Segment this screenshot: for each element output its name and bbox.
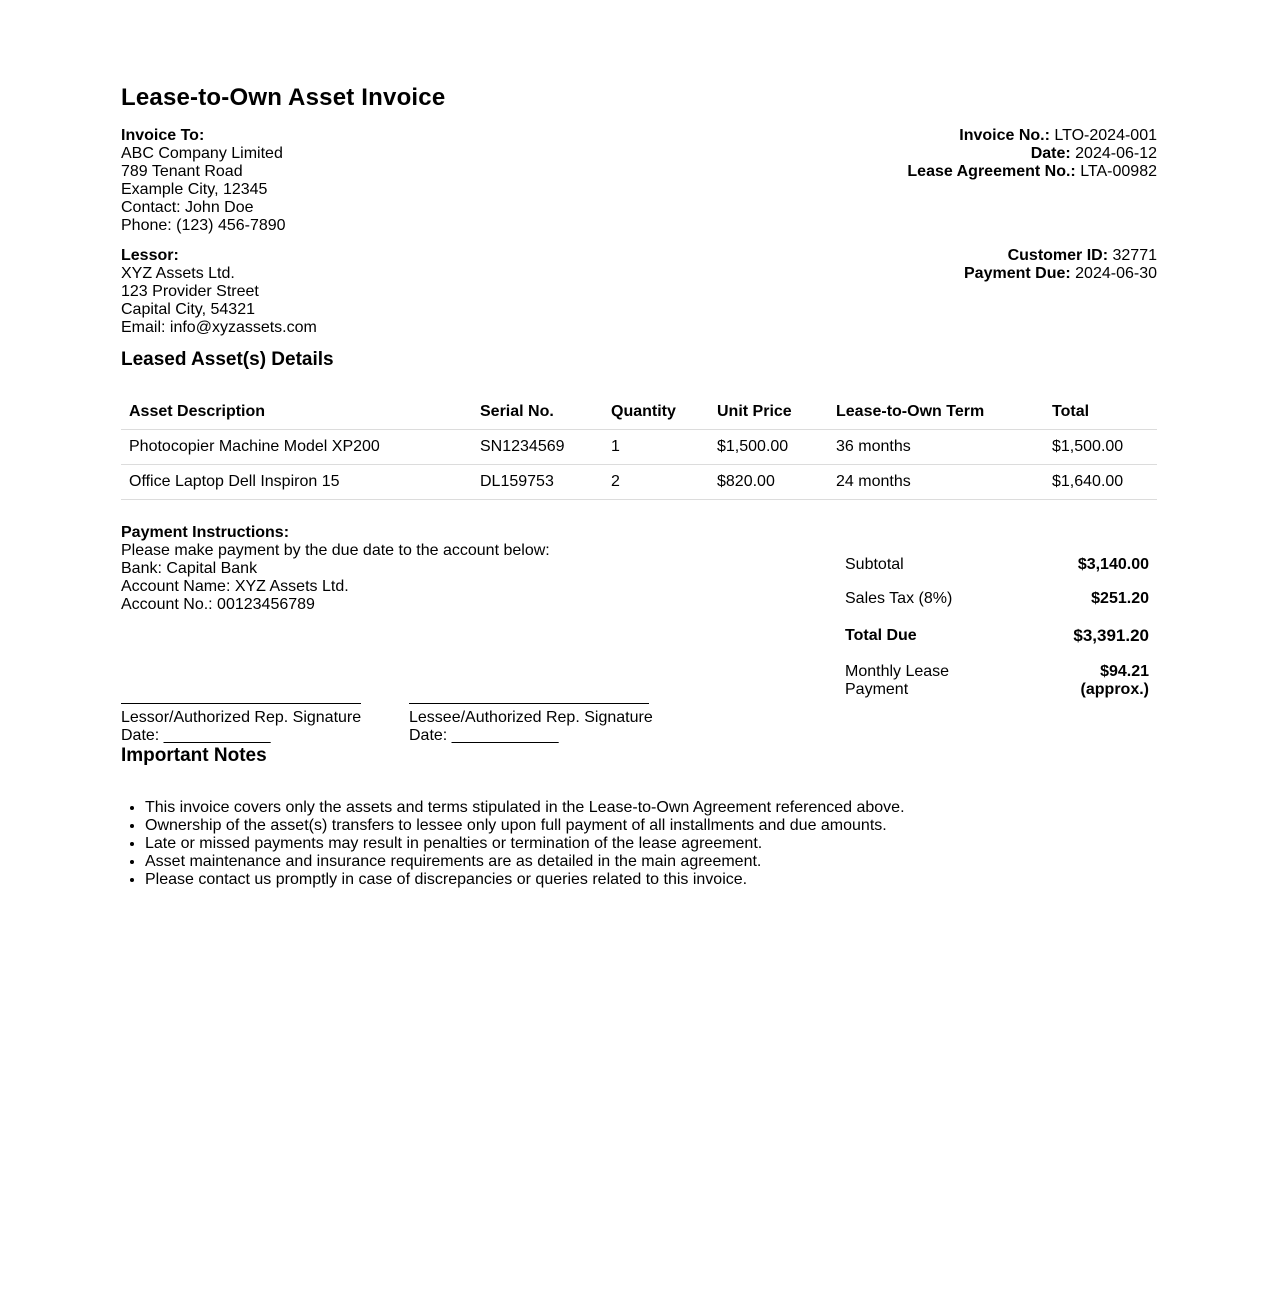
col-header: Lease-to-Own Term [836,402,985,420]
subtotal-value: $3,140.00 [1077,556,1149,573]
list-item: • Asset maintenance and insurance requirements are as detailed in the main agreement. [145,853,905,871]
tax-row [845,590,1149,608]
list-item: • Ownership of the asset(s) transfers to lessee only upon full payment of all installments and due amounts. [145,817,905,835]
table-cell: $1,500.00 [709,430,828,465]
customer-id-label: Customer ID: [1007,247,1109,264]
notes-list [121,799,905,889]
invoice-to-line: Contact: John Doe [121,199,254,216]
list-item: • Late or missed payments may result in penalties or termination of the lease agreement. [145,835,905,853]
lessor-line: Capital City, 54321 [121,301,255,318]
col-header: Quantity [611,402,676,420]
table-cell: SN1234569 [472,430,603,465]
invoice-to-line: ABC Company Limited [121,145,283,162]
invoice-to-line: Phone: (123) 456-7890 [121,217,286,234]
tax-value: $251.20 [1091,590,1149,607]
table-cell: $820.00 [709,465,828,500]
total-due-value: $3,391.20 [1073,626,1149,645]
payment-label: Payment Instructions: [121,524,290,541]
assets-heading: Leased Asset(s) Details [121,349,334,370]
monthly-value [1081,663,1149,699]
date-value: 2024-06-12 [1075,145,1157,162]
agreement-value: LTA-00982 [1080,163,1157,180]
assets-table [121,394,1157,500]
subtotal-label: Subtotal [845,556,904,573]
lessor-signature-block [121,709,361,745]
table-cell: 1 [603,430,709,465]
col-header: Unit Price [717,402,792,420]
payment-instructions [121,524,550,614]
payment-line: Please make payment by the due date to the account below: [121,542,550,559]
lessor-signature-line[interactable] [121,703,361,704]
tax-label: Sales Tax (8%) [845,590,953,607]
table-cell: 24 months [828,465,1044,500]
lessee-signature-line[interactable] [409,703,649,704]
lessee-signature-block [409,709,653,745]
table-cell: Office Laptop Dell Inspiron 15 [121,465,472,500]
lessor-date-field[interactable]: Date: ____________ [121,727,271,744]
col-header: Asset Description [129,402,266,420]
payment-line: Account Name: XYZ Assets Ltd. [121,578,349,595]
table-cell: DL159753 [472,465,603,500]
col-header: Total [1052,402,1090,420]
invoice-meta-block [907,127,1157,181]
notes-heading: Important Notes [121,745,267,766]
monthly-value-line: $94.21 [1100,663,1149,680]
table-row [121,430,1157,465]
subtotal-row [845,556,1149,574]
lessor-line: Email: info@xyzassets.com [121,319,317,336]
invoice-to-block [121,127,286,235]
lessee-signature-label: Lessee/Authorized Rep. Signature [409,709,653,726]
invoice-no-label: Invoice No.: [959,127,1050,144]
table-cell: 2 [603,465,709,500]
payment-line: Bank: Capital Bank [121,560,258,577]
agreement-label: Lease Agreement No.: [907,163,1076,180]
table-cell: $1,640.00 [1044,465,1157,500]
list-item: • This invoice covers only the assets and terms stipulated in the Lease-to-Own Agreement referenced above. [145,799,905,817]
date-label: Date: [1030,145,1071,162]
invoice-no-value: LTO-2024-001 [1054,127,1157,144]
table-cell: 36 months [828,430,1044,465]
total-due-row [845,627,1149,645]
monthly-value-line: (approx.) [1080,681,1149,698]
customer-block [964,247,1157,283]
invoice-to-label: Invoice To: [121,127,205,144]
lessor-block [121,247,317,337]
invoice-to-line: Example City, 12345 [121,181,268,198]
monthly-row [845,663,1149,699]
payment-line: Account No.: 00123456789 [121,596,315,613]
lessor-line: 123 Provider Street [121,283,259,300]
list-item: • Please contact us promptly in case of discrepancies or queries related to this invoice. [145,871,905,889]
table-header-row [121,394,1157,430]
monthly-label [845,663,949,699]
monthly-label-line: Payment [845,681,909,698]
payment-due-label: Payment Due: [964,265,1071,282]
lessor-label: Lessor: [121,247,179,264]
customer-id-value: 32771 [1112,247,1157,264]
lessor-signature-label: Lessor/Authorized Rep. Signature [121,709,362,726]
table-row [121,465,1157,500]
invoice-to-line: 789 Tenant Road [121,163,243,180]
table-cell: $1,500.00 [1044,430,1157,465]
page-title: Lease-to-Own Asset Invoice [121,84,446,111]
lessor-line: XYZ Assets Ltd. [121,265,235,282]
totals-block [845,551,1149,699]
lessee-date-field[interactable]: Date: ____________ [409,727,559,744]
table-cell: Photocopier Machine Model XP200 [121,430,472,465]
total-due-label: Total Due [845,627,917,644]
col-header: Serial No. [480,402,554,420]
payment-due-value: 2024-06-30 [1075,265,1157,282]
monthly-label-line: Monthly Lease [845,663,950,680]
